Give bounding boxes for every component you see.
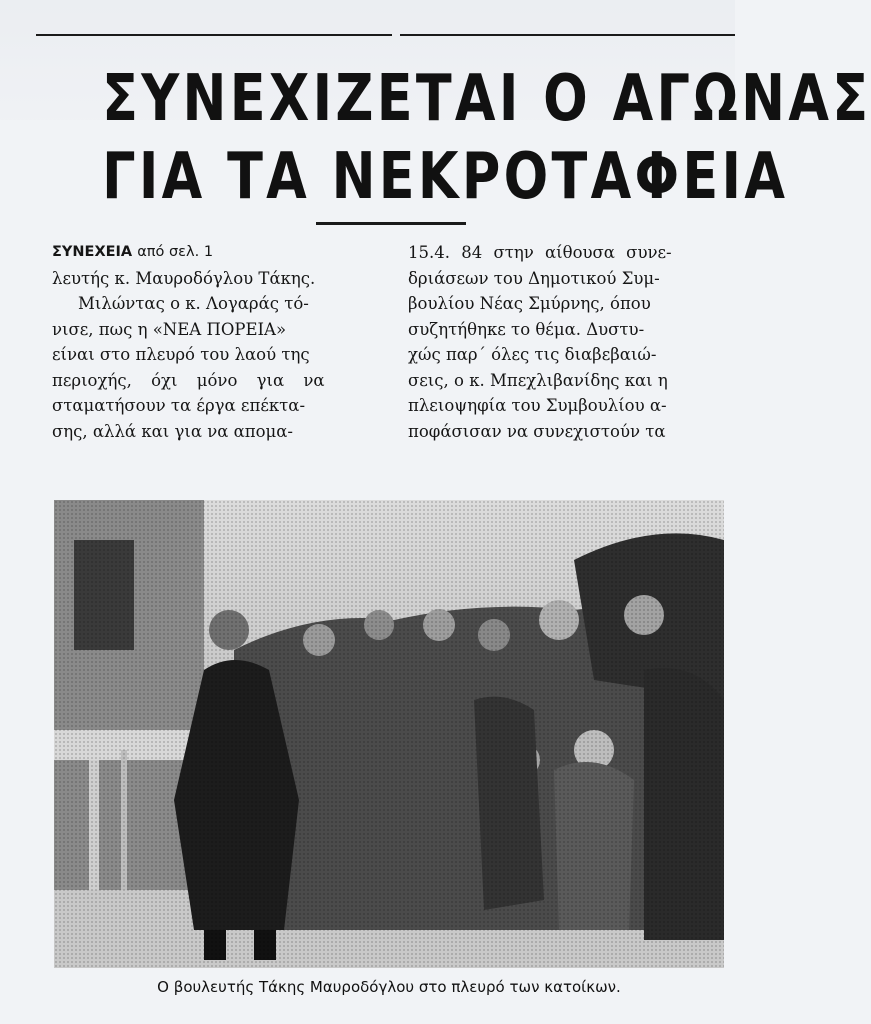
column-line: πλειοψηφία του Συμβουλίου α- (408, 396, 667, 415)
column-line: χώς παρ΄ όλες τις διαβεβαιώ- (408, 345, 657, 364)
column-line: σεις, ο κ. Μπεχλιβανίδης και η (408, 370, 668, 390)
column-line: συζητήθηκε το θέμα. Δυστυ- (408, 319, 645, 339)
article-column-right (408, 240, 733, 444)
column-line: σης, αλλά και για να απομα- (52, 421, 293, 441)
column-line: λευτής κ. Μαυροδόγλου Τάκης. (52, 268, 316, 288)
column-line: δριάσεων του Δημοτικού Συμ- (408, 268, 660, 288)
continuation-word: ΣΥΝΕΧΕΙΑ (52, 244, 133, 260)
article-column-left (52, 240, 392, 444)
column-line: βουλίου Νέας Σμύρνης, όπου (408, 294, 651, 313)
photo-caption: Ο βουλευτής Τάκης Μαυροδόγλου στο πλευρό των κατοίκων. (157, 978, 621, 996)
continuation-source: από σελ. 1 (137, 244, 214, 260)
continuation-label (52, 240, 392, 266)
column-line: 15.4. 84 στην αίθουσα συνε- (408, 243, 672, 262)
news-photo (54, 500, 724, 968)
column-line: νισε, πως η «ΝΕΑ ΠΟΡΕΙΑ» (52, 319, 287, 339)
headline-underline (316, 222, 466, 225)
column-line: ποφάσισαν να συνεχιστούν τα (408, 421, 666, 441)
column-line: είναι στο πλευρό του λαού της (52, 345, 310, 364)
top-rule-right (400, 34, 735, 36)
top-rule-left (36, 34, 392, 36)
headline-line-2: ΓΙΑ ΤΑ ΝΕΚΡΟΤΑΦΕΙΑ (102, 140, 789, 214)
column-line: περιοχής, όχι μόνο για να (52, 370, 325, 390)
column-line: Μιλώντας ο κ. Λογαράς τό- (78, 294, 309, 313)
crowd-photo-illustration (54, 500, 724, 968)
column-line: σταματήσουν τα έργα επέκτα- (52, 396, 306, 415)
headline-line-1: ΣΥΝΕΧΙΖΕΤΑΙ Ο ΑΓΩΝΑΣ (102, 62, 871, 136)
